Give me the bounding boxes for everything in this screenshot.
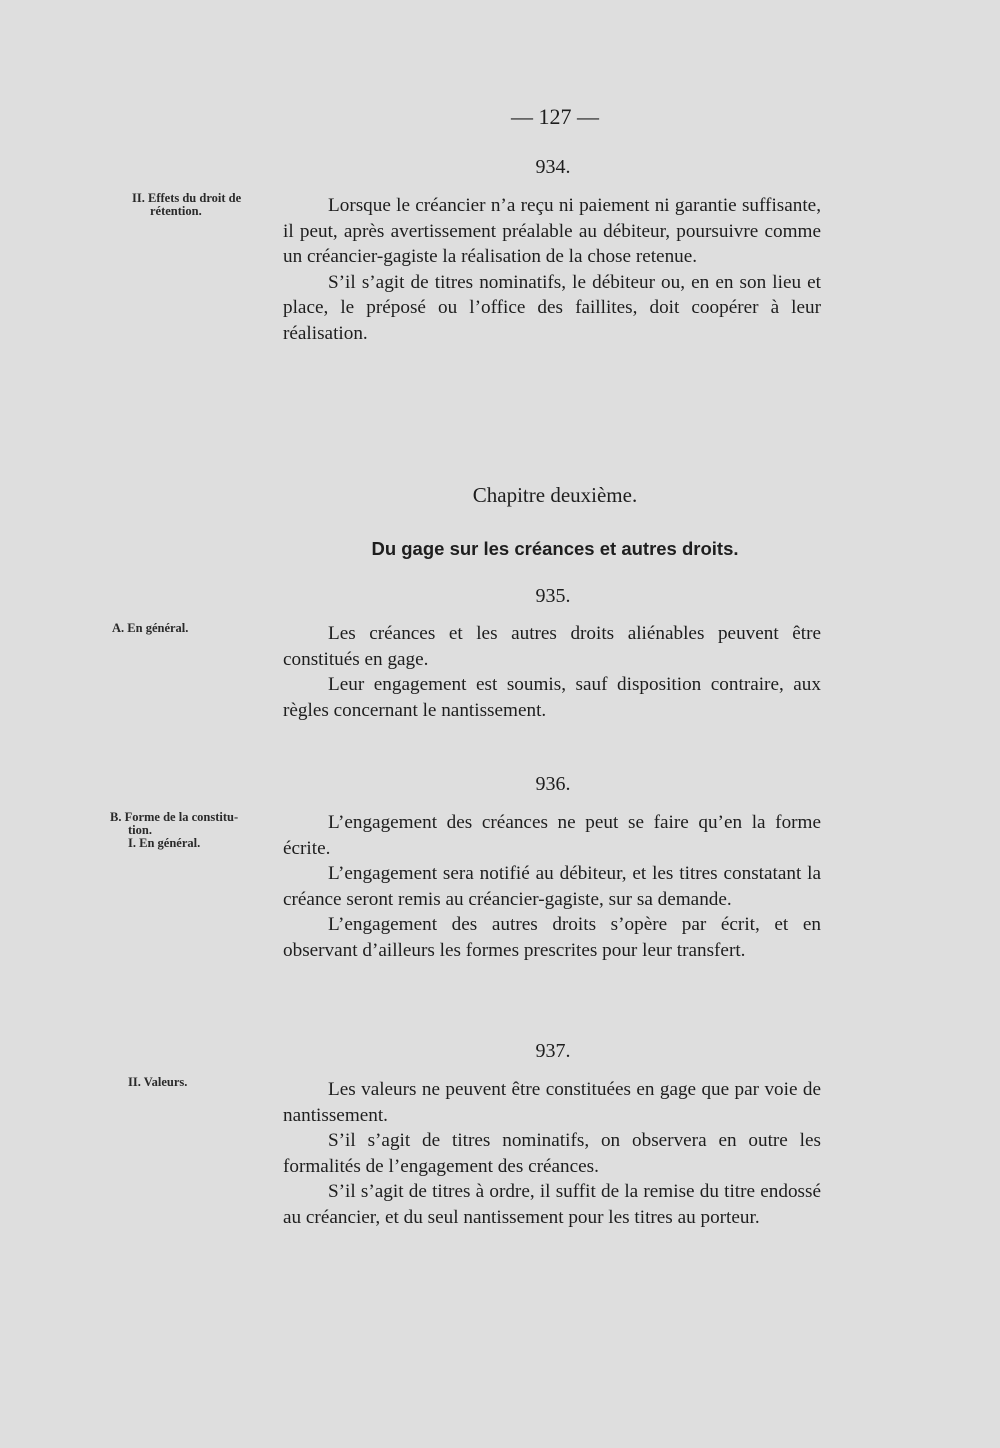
margin-note: [128, 1076, 187, 1089]
paragraph: L’engagement des créances ne peut se faire qu’en la forme écrite.: [283, 812, 821, 859]
chapter-subtitle: Du gage sur les créances et autres droits.: [371, 538, 739, 559]
article-number: 934.: [535, 156, 571, 178]
margin-note-line: I. En général.: [128, 836, 201, 850]
article-number: 935.: [535, 585, 571, 607]
paragraph: Les créances et les autres droits aliénables peuvent être constitués en gage.: [283, 623, 821, 670]
paragraph: Leur engagement est soumis, sauf disposition contraire, aux règles concernant le nantissement.: [283, 674, 821, 721]
margin-note-line: tion.: [128, 823, 152, 837]
article-text: [283, 1077, 821, 1231]
margin-note-line: II. Effets du droit de: [132, 191, 242, 205]
paragraph: L’engagement sera notifié au débiteur, et les titres constatant la créance seront remis au créancier-gagiste, sur sa demande.: [283, 863, 821, 910]
margin-note: [112, 622, 188, 635]
margin-note: [110, 811, 238, 850]
paragraph: Les valeurs ne peuvent être constituées en gage que par voie de nantissement.: [283, 1079, 821, 1126]
paragraph: Lorsque le créancier n’a reçu ni paiement ni garantie suffisante, il peut, après avertissement préalable au débiteur, poursuivre comme un créancier-gagiste la réalisation de la chose retenue.: [283, 195, 821, 268]
paragraph: S’il s’agit de titres nominatifs, le débiteur ou, en en son lieu et place, le préposé ou l’office des faillites, doit coopérer à leur réalisation.: [283, 271, 821, 344]
article-text: [283, 621, 821, 723]
chapter-title: Chapitre deuxième.: [472, 483, 638, 507]
margin-note-line: II. Valeurs.: [128, 1075, 188, 1089]
page-number: — 127 —: [511, 104, 599, 129]
article-text: [283, 193, 821, 347]
margin-note-line: rétention.: [150, 204, 202, 218]
article-text: [283, 810, 821, 964]
article-number: 936.: [535, 773, 571, 795]
margin-note-line: A. En général.: [112, 621, 189, 635]
paragraph: S’il s’agit de titres nominatifs, on observera en outre les formalités de l’engagement des créances.: [283, 1130, 821, 1177]
paragraph: S’il s’agit de titres à ordre, il suffit de la remise du titre endossé au créancier, et du seul nantissement pour les titres au porteur.: [283, 1181, 821, 1228]
article-number: 937.: [535, 1040, 571, 1062]
margin-note: [132, 192, 241, 218]
margin-note-line: B. Forme de la constitu-: [110, 810, 239, 824]
paragraph: L’engagement des autres droits s’opère par écrit, et en observant d’ailleurs les formes prescrites pour leur transfert.: [283, 914, 821, 961]
